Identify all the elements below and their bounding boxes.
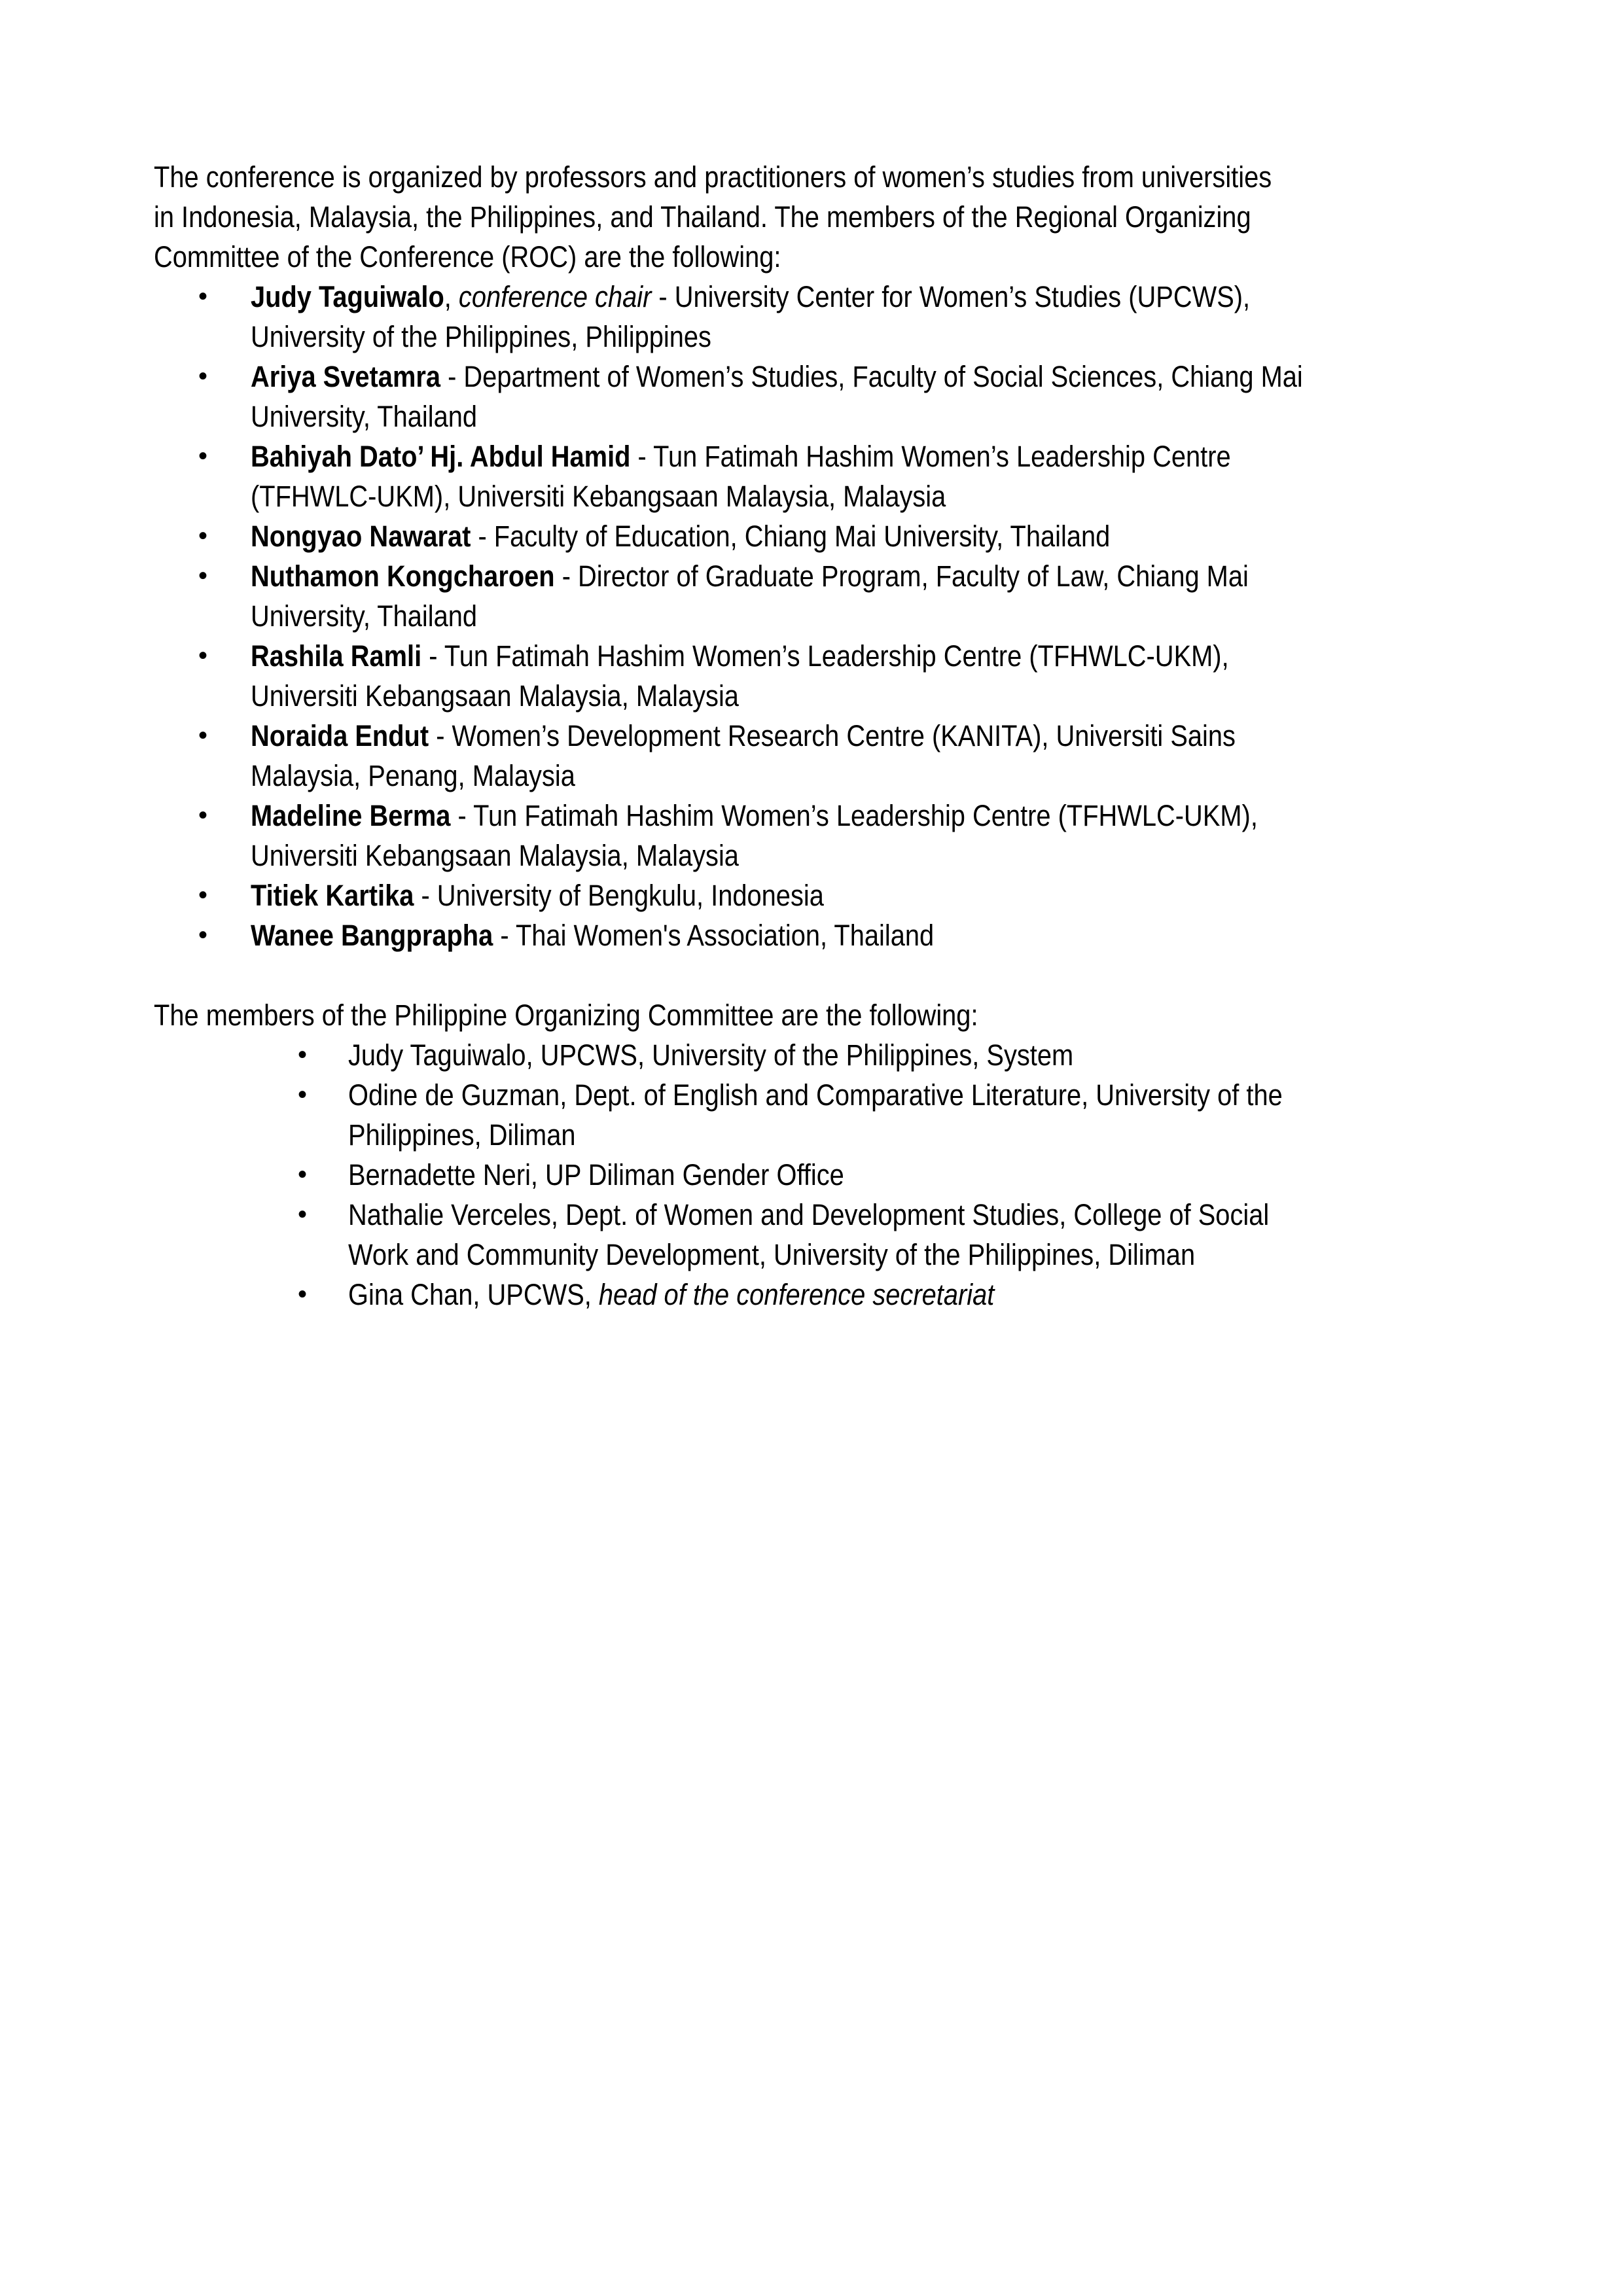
bullet-icon: • bbox=[198, 801, 208, 830]
bullet-icon: • bbox=[298, 1040, 308, 1069]
poc-member-line: Bernadette Neri, UP Diliman Gender Office bbox=[348, 1158, 844, 1192]
member-name: Ariya Svetamra bbox=[251, 360, 441, 393]
list-item-line bbox=[251, 716, 1236, 756]
member-name: Judy Taguiwalo bbox=[251, 280, 444, 313]
bullet-icon: • bbox=[198, 362, 208, 391]
member-affiliation: - Women’s Development Research Centre (KANITA), Universiti Sains bbox=[429, 719, 1236, 752]
member-name: Wanee Bangprapha bbox=[251, 919, 493, 952]
member-role: head of the conference secretariat bbox=[598, 1278, 995, 1311]
list-item-line bbox=[251, 516, 1110, 556]
list-item-line bbox=[251, 915, 934, 955]
member-name: Noraida Endut bbox=[251, 719, 429, 752]
list-item-line bbox=[251, 875, 824, 915]
member-name: Bahiyah Dato’ Hj. Abdul Hamid bbox=[251, 440, 631, 473]
poc-heading: The members of the Philippine Organizing Committee are the following: bbox=[154, 998, 978, 1032]
poc-member-line: Philippines, Diliman bbox=[348, 1118, 576, 1152]
member-affiliation: Malaysia, Penang, Malaysia bbox=[251, 759, 575, 792]
list-item-line bbox=[251, 277, 1250, 317]
poc-member-line: Odine de Guzman, Dept. of English and Comparative Literature, University of the bbox=[348, 1078, 1283, 1112]
intro-line: in Indonesia, Malaysia, the Philippines, and Thailand. The members of the Regional Organizing bbox=[154, 200, 1251, 234]
member-affiliation: Universiti Kebangsaan Malaysia, Malaysia bbox=[251, 839, 739, 872]
member-role: conference chair bbox=[458, 280, 652, 313]
bullet-icon: • bbox=[198, 921, 208, 949]
member-affiliation: (TFHWLC-UKM), Universiti Kebangsaan Malaysia, Malaysia bbox=[251, 480, 946, 513]
intro-line: Committee of the Conference (ROC) are the following: bbox=[154, 240, 781, 274]
member-name: Titiek Kartika bbox=[251, 879, 414, 912]
member-affiliation: - Director of Graduate Program, Faculty of Law, Chiang Mai bbox=[554, 559, 1249, 593]
member-affiliation: - University of Bengkulu, Indonesia bbox=[414, 879, 824, 912]
member-affiliation: - Thai Women's Association, Thailand bbox=[493, 919, 935, 952]
member-text: Gina Chan, UPCWS, bbox=[348, 1278, 599, 1311]
bullet-icon: • bbox=[198, 641, 208, 670]
bullet-icon: • bbox=[198, 282, 208, 311]
member-affiliation: University of the Philippines, Philippines bbox=[251, 320, 711, 353]
bullet-icon: • bbox=[198, 561, 208, 590]
poc-member-line: Work and Community Development, University of the Philippines, Diliman bbox=[348, 1238, 1196, 1271]
member-affiliation: - Tun Fatimah Hashim Women’s Leadership Centre (TFHWLC-UKM), bbox=[421, 639, 1229, 673]
list-item-line bbox=[251, 556, 1249, 596]
list-item-line bbox=[251, 796, 1258, 836]
poc-member-line bbox=[348, 1275, 994, 1315]
member-name: Nuthamon Kongcharoen bbox=[251, 559, 555, 593]
bullet-icon: • bbox=[298, 1280, 308, 1309]
member-affiliation: - University Center for Women’s Studies (UPCWS), bbox=[651, 280, 1251, 313]
member-affiliation: University, Thailand bbox=[251, 400, 478, 433]
poc-member-line: Nathalie Verceles, Dept. of Women and Development Studies, College of Social bbox=[348, 1198, 1270, 1231]
member-name: Rashila Ramli bbox=[251, 639, 422, 673]
member-affiliation: - Faculty of Education, Chiang Mai University, Thailand bbox=[471, 520, 1111, 553]
bullet-icon: • bbox=[298, 1160, 308, 1189]
bullet-icon: • bbox=[198, 521, 208, 550]
bullet-icon: • bbox=[198, 442, 208, 470]
member-affiliation: - Tun Fatimah Hashim Women’s Leadership Centre bbox=[630, 440, 1231, 473]
member-name: Nongyao Nawarat bbox=[251, 520, 471, 553]
bullet-icon: • bbox=[198, 881, 208, 910]
list-item-line bbox=[251, 636, 1229, 676]
member-affiliation: University, Thailand bbox=[251, 599, 478, 633]
bullet-icon: • bbox=[298, 1080, 308, 1109]
bullet-icon: • bbox=[298, 1200, 308, 1229]
member-name: Madeline Berma bbox=[251, 799, 451, 832]
comma: , bbox=[444, 280, 459, 313]
list-item-line bbox=[251, 357, 1303, 397]
member-affiliation: Universiti Kebangsaan Malaysia, Malaysia bbox=[251, 679, 739, 713]
member-affiliation: - Department of Women’s Studies, Faculty of Social Sciences, Chiang Mai bbox=[440, 360, 1303, 393]
poc-member-line: Judy Taguiwalo, UPCWS, University of the Philippines, System bbox=[348, 1038, 1074, 1072]
member-affiliation: - Tun Fatimah Hashim Women’s Leadership Centre (TFHWLC-UKM), bbox=[450, 799, 1258, 832]
bullet-icon: • bbox=[198, 721, 208, 750]
intro-line: The conference is organized by professors and practitioners of women’s studies from universities bbox=[154, 160, 1272, 194]
list-item-line bbox=[251, 436, 1231, 476]
